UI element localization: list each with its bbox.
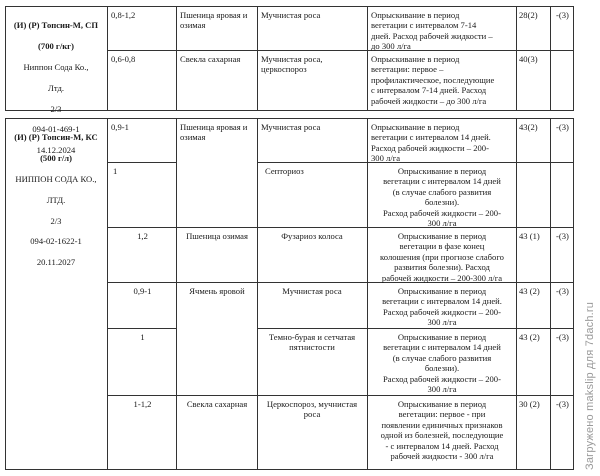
product1-name: (И) (Р) Топсин-М, СП [13,20,99,31]
p2-r4-crop: Ячмень яровой [189,286,245,296]
product1-concentration: (700 г/кг) [38,41,74,52]
p2-r6-exit: -(3) [556,399,569,409]
p1-r2-wait: 40(3) [519,54,538,64]
p2-r3-exit: -(3) [556,231,569,241]
product2-maker-1: НИППОН СОДА КО., [15,174,97,185]
p1-r1-pest: Мучнистая роса [261,10,321,20]
watermark: Загружено makslip для 7dach.ru [584,301,596,470]
p2-r6-rate: 1-1,2 [133,399,152,409]
product1-reg: 094-01-469-1 [32,124,80,135]
p2-r4-exit: -(3) [556,286,569,296]
p2-r1-method: Опрыскивание в период вегетации с интервалом 14 дней. Расход рабочей жидкости – 200- 300 л/га [371,122,491,164]
p2-r6-pest: Церкоспороз, мучнистая роса [266,399,358,420]
p2-r3-pest: Фузариоз колоса [281,231,343,241]
p2-r6-crop: Свекла сахарная [186,399,248,409]
p2-r4-wait: 43 (2) [519,286,540,296]
product1-date: 14.12.2024 [36,145,76,156]
p1-r1-wait: 28(2) [519,10,538,20]
p2-r4-method: Опрыскивание в период вегетации с интервалом 14 дней. Расход рабочей жидкости – 200- 300 л/га [382,286,502,328]
p2-r1-crop: Пшеница яровая и озимая [180,122,248,143]
p2-r3-rate: 1,2 [137,231,148,241]
product2-class: 2/3 [50,215,62,226]
product1-maker-1: Ниппон Сода Ко., [23,62,89,73]
p2-r6-method: Опрыскивание в период вегетации: первое - при появлении единичных признаков одной из болезней, последующие - с интервалом 14 дней. Расход рабочей жидкости - 300 л/га [380,399,504,462]
p2-r5-wait: 43 (2) [519,332,540,342]
p2-r6-wait: 30 (2) [519,399,540,409]
product2-block [5,118,573,470]
p2-r5-method: Опрыскивание в период вегетации с интервалом 14 дней (в случае слабого развития болезни). Расход рабочей жидкости – 200- 300 л/га [383,332,501,395]
p1-r1-method: Опрыскивание в период вегетации с интервалом 7-14 дней. Расход рабочей жидкости – до 300 л/га [371,10,493,52]
p2-r5-pest: Темно-бурая и сетчатая пятнистости [268,332,356,353]
p2-r1-pest: Мучнистая роса [261,122,321,132]
p2-r4-rate: 0,9-1 [133,286,152,296]
p1-r2-rate: 0,6-0,8 [111,54,136,64]
p1-r1-rate: 0,8-1,2 [111,10,136,20]
p2-r1-rate: 0,9-1 [111,122,129,132]
p1-r2-crop: Свекла сахарная [180,54,241,64]
product2-maker-2: ЛТД. [46,194,66,205]
product2-name: (И) (Р) Топсин-М, КС [14,132,98,143]
product2-concentration: (500 г/л) [40,153,72,164]
p1-r2-method: Опрыскивание в период вегетации: первое – профилактическое, последующие с интервалом 7-14 дней. Расход рабочей жидкости – до 300 л/га [371,54,495,106]
p2-r1-exit: -(3) [556,122,569,132]
p2-r2-rate: 1 [113,166,118,176]
p2-r3-crop: Пшеница озимая [186,231,248,241]
p2-r5-rate: 1 [140,332,145,342]
product2-date: 20.11.2027 [36,257,76,268]
p2-r5-exit: -(3) [556,332,569,342]
product1-class: 2/3 [50,103,62,114]
product2-reg: 094-02-1622-1 [30,236,82,247]
p1-r1-crop: Пшеница яровая и озимая [180,10,248,31]
p2-r2-method: Опрыскивание в период вегетации с интервалом 14 дней (в случае слабого развития болезни). Расход рабочей жидкости – 200- 300 л/га [383,166,501,229]
p2-r4-pest: Мучнистая роса [282,286,342,296]
p1-r1-exit: -(3) [556,10,569,20]
p2-r3-wait: 43 (1) [519,231,540,241]
p2-r1-wait: 43(2) [519,122,538,132]
product1-maker-2: Лтд. [48,82,64,93]
p1-r2-pest: Мучнистая роса, церкоспороз [261,54,323,75]
p2-r3-method: Опрыскивание в период вегетации в фазе конец колошения (при прогнозе слабого развития болезни). Расход рабочей жидкости – 200-300 л/га [380,231,504,283]
p2-r2-pest: Септориоз [265,166,304,176]
